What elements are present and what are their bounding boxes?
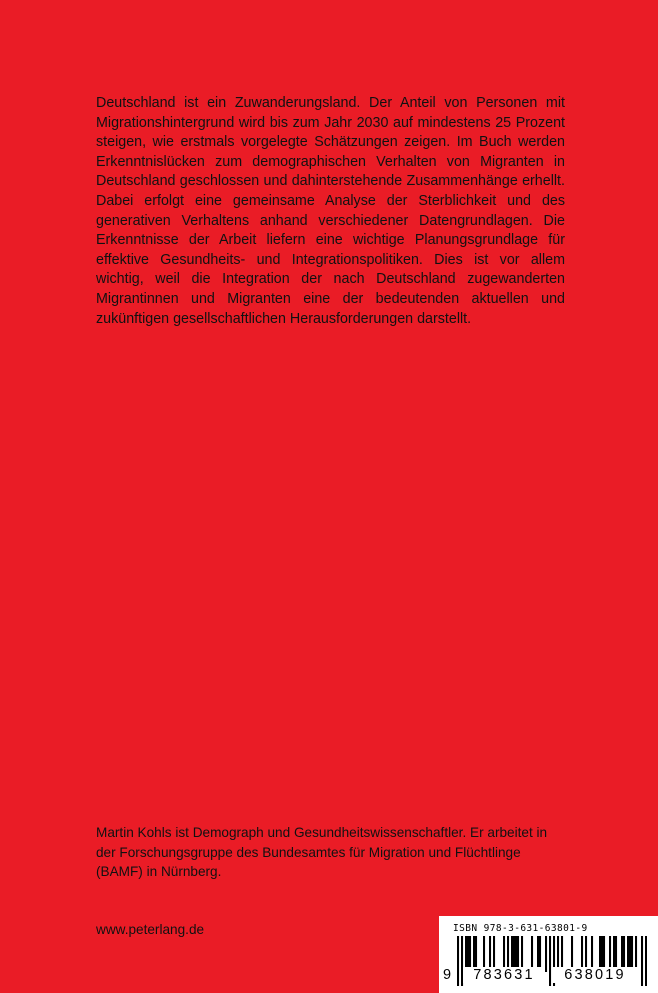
author-bio: Martin Kohls ist Demograph und Gesundheitswissenschaftler. Er arbeitet in der Forschungsgruppe des Bundesamtes für Migration und Flüchtlinge (BAMF) in Nürnberg. <box>96 825 548 880</box>
barcode-bar <box>457 936 459 986</box>
ean-right-group: 638019 <box>552 967 638 983</box>
back-cover-blurb: Deutschland ist ein Zuwanderungsland. Der Anteil von Personen mit Migrationshintergrund wird bis zum Jahr 2030 auf mindestens 25 Prozent steigen, wie erstmals vorgelegte Schätzungen zeigen. Im Buch werden Erkenntnislücken zum demographischen Verhalten von Migranten in Deutschland geschlossen und dahinterstehende Zusammenhänge erhellt. Dabei erfolgt eine gemeinsame Analyse der Sterblichkeit und des generativen Verhaltens anhand verschiedener Datengrundlagen. Die Erkenntnisse der Arbeit liefern eine wichtige Planungsgrundlage für effektive Gesundheits- und Integrationspolitiken. Dies ist vor allem wichtig, weil die Integration der nach Deutschland zugewanderten Migrantinnen und Migranten eine der bedeutenden aktuellen und zukünftigen gesellschaftlichen Herausforderungen darstellt. <box>96 95 565 327</box>
barcode-bar <box>645 936 647 986</box>
barcode-bar <box>641 936 643 986</box>
publisher-website: www.peterlang.de <box>96 922 205 937</box>
barcode-bar <box>549 936 551 986</box>
isbn-barcode <box>439 916 658 993</box>
isbn-label: ISBN 978-3-631-63801-9 <box>453 923 588 934</box>
barcode-bar <box>545 936 547 972</box>
ean-left-group: 783631 <box>463 967 545 983</box>
ean-first-digit: 9 <box>443 967 452 983</box>
